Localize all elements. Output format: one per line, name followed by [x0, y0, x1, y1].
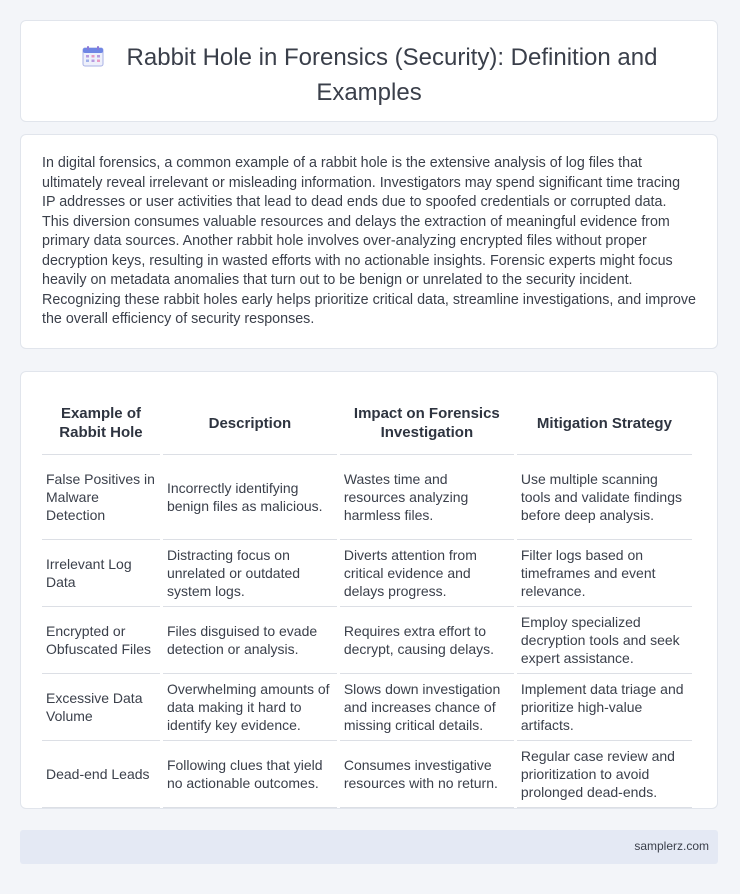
cell-mitigation: Employ specialized decryption tools and seek expert assistance.	[517, 607, 692, 674]
cell-mitigation: Use multiple scanning tools and validate findings before deep analysis.	[517, 455, 692, 540]
title-line-2: Examples	[316, 79, 422, 106]
cell-description: Overwhelming amounts of data making it hard to identify key evidence.	[163, 674, 337, 741]
table-card	[20, 371, 718, 809]
cell-example: Irrelevant Log Data	[42, 540, 160, 607]
header-impact: Impact on Forensics Investigation	[340, 392, 514, 455]
table-header-row	[42, 392, 692, 455]
intro-card	[20, 134, 718, 349]
cell-example: False Positives in Malware Detection	[42, 455, 160, 540]
cell-example: Dead-end Leads	[42, 741, 160, 808]
title-card	[20, 20, 718, 122]
cell-description: Incorrectly identifying benign files as malicious.	[163, 455, 337, 540]
header-example: Example of Rabbit Hole	[42, 392, 160, 455]
calendar-icon	[81, 44, 105, 68]
cell-description: Files disguised to evade detection or analysis.	[163, 607, 337, 674]
table-row	[42, 607, 692, 674]
cell-description: Distracting focus on unrelated or outdated system logs.	[163, 540, 337, 607]
table-row	[42, 540, 692, 607]
cell-mitigation: Filter logs based on timeframes and event relevance.	[517, 540, 692, 607]
cell-example: Excessive Data Volume	[42, 674, 160, 741]
intro-paragraph: In digital forensics, a common example of a rabbit hole is the extensive analysis of log files that ultimately reveal irrelevant or misleading information. Investigators may spend significant time tracing IP addresses or user activities that lead to dead ends due to spoofed credentials or corrupted data. This diversion consumes valuable resources and delays the extraction of meaningful evidence from primary data sources. Another rabbit hole involves over-analyzing encrypted files without proper decryption keys, resulting in wasted efforts with no actionable insights. Forensic experts might focus heavily on metadata anomalies that turn out to be benign or unrelated to the security incident. Recognizing these rabbit holes early helps prioritize critical data, streamline investigations, and improve the overall efficiency of security responses.	[42, 155, 697, 327]
cell-impact: Requires extra effort to decrypt, causing delays.	[340, 607, 514, 674]
cell-impact: Slows down investigation and increases chance of missing critical details.	[340, 674, 514, 741]
cell-impact: Diverts attention from critical evidence and delays progress.	[340, 540, 514, 607]
footer-bar	[20, 830, 718, 864]
cell-mitigation: Implement data triage and prioritize high-value artifacts.	[517, 674, 692, 741]
header-description: Description	[163, 392, 337, 455]
table-row	[42, 455, 692, 540]
title-line-1: Rabbit Hole in Forensics (Security): Definition and	[126, 44, 658, 71]
rabbit-hole-table	[39, 392, 695, 808]
cell-mitigation: Regular case review and prioritization to avoid prolonged dead-ends.	[517, 741, 692, 808]
cell-description: Following clues that yield no actionable outcomes.	[163, 741, 337, 808]
table-row	[42, 741, 692, 808]
header-mitigation: Mitigation Strategy	[517, 392, 692, 455]
cell-impact: Consumes investigative resources with no return.	[340, 741, 514, 808]
footer-site-link[interactable]: samplerz.com	[634, 839, 709, 853]
page-title	[21, 43, 717, 108]
cell-example: Encrypted or Obfuscated Files	[42, 607, 160, 674]
table-row	[42, 674, 692, 741]
cell-impact: Wastes time and resources analyzing harmless files.	[340, 455, 514, 540]
